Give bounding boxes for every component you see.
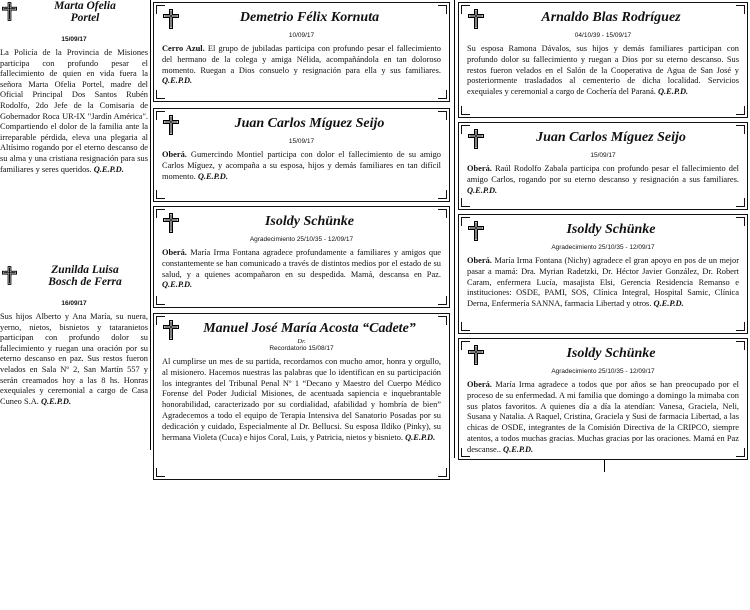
notice-text: Cerro Azul. El grupo de jubiladas participa con profundo pesar el fallecimiento del hermano de la colega y amiga Nélida, acompañándola en tan doloroso momento. Ruegan a Dios consuelo y resignación para ella y sus familiares. Q.E.P.D. [162,44,441,86]
notice-manuel-jose-maria-acosta [153,313,450,480]
deceased-name: Zunilda Luisa [51,264,119,276]
cross-icon [163,320,179,340]
notice-text: Oberá. María Irma agradece a todos que por años se han preocupado por el proceso de su enfermedad. A mi familia que domingo a domingo la mimaba con sus platos favoritos. A quienes día a día la atendían: Vanesa, Graciela, Neli, Susana y Natalia. A Raquel, Cristina, Graciela y Susi de farmacia Libertad, a las chicas de OSDE, integrantes de la Comisión Directiva de la CRIPCO, siempre atentos, a todos muchas gracias. Muchas gracias por las oraciones. Mamá en Paz descanse.. Q.E.P.D. [467,380,739,454]
deceased-name: Arnaldo Blas Rodríguez [541,10,681,25]
deceased-name: Juan Carlos Míguez Seijo [234,116,385,131]
notice-marta-ofelia-portel [0,0,148,175]
notice-juan-carlos-miguez-seijo [153,108,450,202]
notice-text: Al cumplirse un mes de su partida, recordamos con mucho amor, honra y orgullo, al misionero. Hacemos nuestras las palabras que lo identifican en su participación los integrantes del Tribunal Penal Nº 1 “Decano y Maestro del Cuerpo Médico Forense del Poder Judicial Misiones, de acentuada sapiencia e inquebrantable honorabilidad, caracterizado por su cordialidad, afabilidad y hombría de bien” Agradecemos a todo el equipo de Terapia Intensiva del Sanatorio Posadas por su dedicación y cuidado, Especialmente al Dr. Bellucsi. Su esposa Ildiko (Pinky), su hermana Violeta (Cuca) e hijos Coral, Luis, y Patricia, nietos y bisnieto. Q.E.P.D. [162,357,441,442]
deceased-name: Manuel José María Acosta “Cadete” [203,321,416,336]
column-divider [604,458,605,472]
notice-arnaldo-blas-rodriguez [458,2,748,118]
notice-isoldy-schunke-2 [458,214,748,334]
cross-icon [163,213,179,233]
notice-text: Oberá. Gumercindo Montiel participa con dolor el fallecimiento de su amigo Carlos Míguez, y acompaña a su esposa, hijos y demás familiares en tan difícil momento. Q.E.P.D. [162,150,441,181]
notice-date: Recordatorio 15/08/17 [269,345,334,352]
notice-date: Agradecimiento 25/10/35 - 12/09/17 [551,244,655,251]
notice-date: 15/09/17 [288,138,315,145]
qepd: Q.E.P.D. [197,171,228,181]
notice-date: Agradecimiento 25/10/35 - 12/09/17 [551,368,655,375]
column-divider [454,0,455,458]
deceased-name: Isoldy Schünke [566,222,656,237]
notice-juan-carlos-miguez-seijo-2 [458,122,748,210]
notice-text: Oberá. Raúl Rodolfo Zabala participa con profundo pesar el fallecimiento del amigo Carlos, rogando por su eterno descanso y resignación a sus familiares. Q.E.P.D. [467,164,739,195]
deceased-name: Marta Ofelia [54,0,116,12]
cross-icon [468,221,484,241]
qepd: Q.E.P.D. [162,280,193,290]
cross-icon [163,9,179,29]
title-prefix: Dr. [297,338,306,345]
qepd: Q.E.P.D. [93,164,124,174]
cross-icon [468,345,484,365]
qepd: Q.E.P.D. [40,396,72,406]
qepd: Q.E.P.D. [405,432,436,442]
qepd: Q.E.P.D. [653,299,684,309]
column-divider [150,0,151,450]
notice-text: La Policía de la Provincia de Misiones participa con profundo pesar el fallecimiento de quien en vida fuera la señora Marta Ofelia Portel, madre del Oficial Principal Dos Santos Rubén Rodolfo, 2do Jefe de la Comisaria de Gobernador Roca UR-IX "Jardín América". Compartiendo el dolor de la familia ante la irreparable pérdida, eleva una plegaria al Altísimo rogando por el eterno descanso de su alma y una cristiana resignación para sus familiares y seres queridos. Q.E.P.D. [0,48,148,174]
notice-demetrio-felix-kornuta [153,2,450,102]
notice-isoldy-schunke [153,206,450,308]
notice-date: 15/09/17 [61,36,87,43]
cross-icon [468,9,484,29]
notice-date: 16/09/17 [61,300,87,307]
deceased-surname: Portel [70,12,100,24]
notice-date: 10/09/17 [288,32,315,39]
notice-isoldy-schunke-3 [458,338,748,460]
qepd: Q.E.P.D. [162,76,193,86]
cross-icon [468,129,484,149]
cross-icon [2,2,17,21]
notice-date: 04/10/39 - 15/09/17 [574,32,632,39]
deceased-name: Demetrio Félix Kornuta [239,10,380,25]
deceased-name: Isoldy Schünke [264,214,355,229]
notice-text: Oberá. María Irma Fontana agradece profundamente a familiares y amigos que constantemente se han comunicado a través de distintos medios por el estado de su salud, y a quienes acompañaron en su despedida. Mamá, descansa en Paz. Q.E.P.D. [162,248,441,290]
notice-date: 15/09/17 [590,152,616,159]
qepd: Q.E.P.D. [467,185,498,195]
deceased-name: Juan Carlos Míguez Seijo [536,130,686,145]
cross-icon [163,115,179,135]
notice-text: Oberá. María Irma Fontana (Nichy) agradece el gran apoyo en pos de un mejor pasar a mamá: Dra. Myrian Radetzki, Dr. Héctor Javier González, Dr. Robert Caram, enfermera Lucía, masajista Elsi, Gerencia Residencia Remanso e instituciones: OSDE, PAMI, SOS, Clínica Integral, Hospital Samic, Clínica Derna, Enfermería SANNA, farmacia Libertad y otros. Q.E.P.D. [467,256,739,309]
deceased-surname: Bosch de Ferra [48,276,122,288]
notice-date: Agradecimiento 25/10/35 - 12/09/17 [249,236,354,243]
cross-icon [2,266,17,285]
deceased-name: Isoldy Schünke [566,346,656,361]
notice-text: Sus hijos Alberto y Ana María, su nuera, yerno, nietos, bisnietos y tataranietos participan con profundo dolor su fallecimiento y ruegan una oración por su eterno descanso en paz. Sus restos fueron velados en Sala Nº 2, San Martín 557 y serán creamados hoy a las 8 hs. Honras exequiales y ceremonial a cargo de Casa Cuneo S.A. Q.E.P.D. [0,312,148,406]
notice-text: Su esposa Ramona Dávalos, sus hijos y demás familiares participan con profundo dolor su fallecimiento y ruegan a Dios por su eterno descanso. Sus restos fueron velados en el Salón de la Cooperativa de Agua de San José y posteriormente trasladados al cementerio de dicha localidad. Servicios exequiales y ceremonial a cargo de Cochería del Paraná. Q.E.P.D. [467,44,739,97]
notice-zunilda-luisa-bosch [0,264,148,407]
qepd: Q.E.P.D. [658,87,689,97]
qepd: Q.E.P.D. [503,444,534,454]
